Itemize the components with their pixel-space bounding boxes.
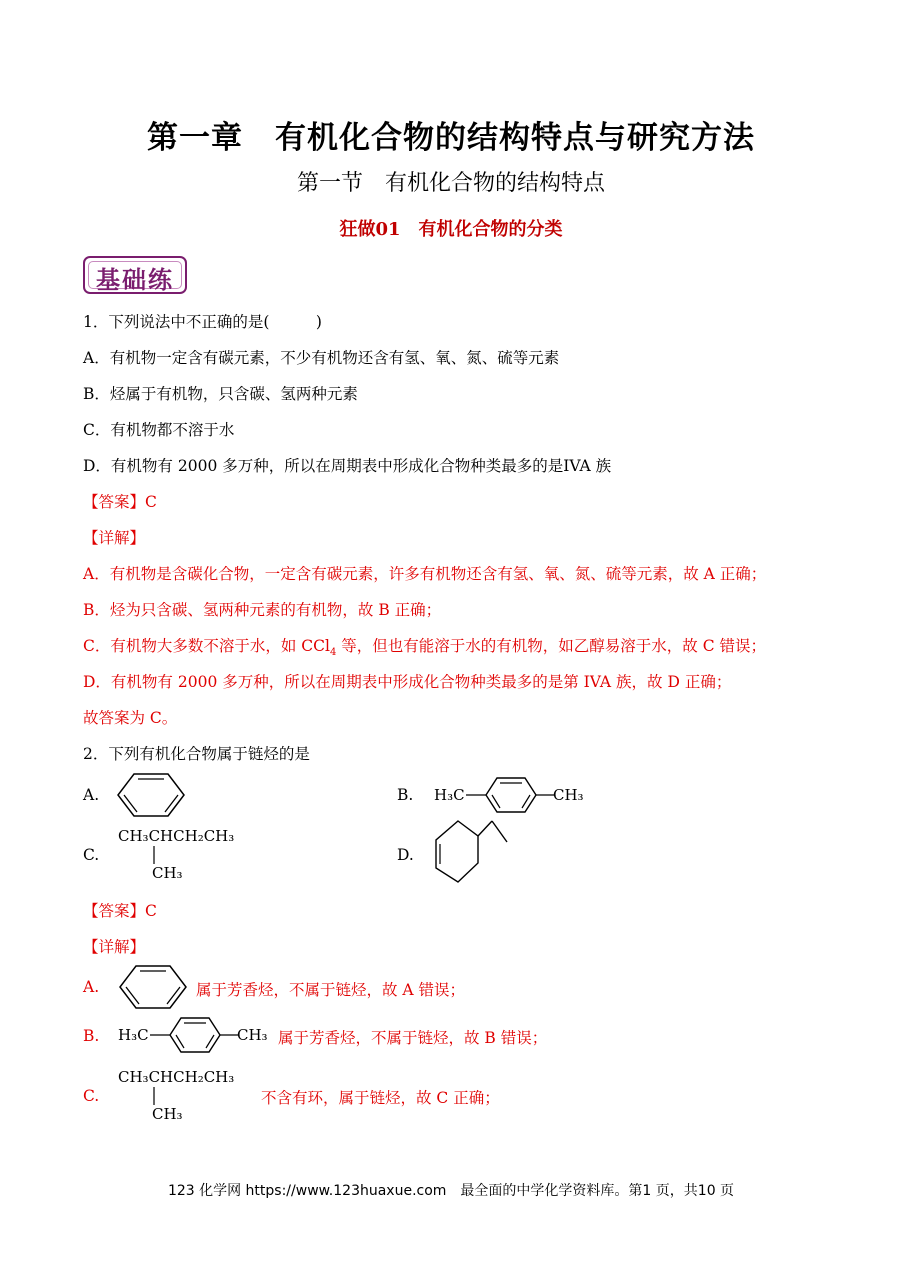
benzene-structure xyxy=(116,772,186,818)
q2-detail-label-a: A. xyxy=(83,978,100,996)
q2-detail-label-b: B. xyxy=(83,1027,100,1045)
p-xylene-structure xyxy=(466,776,556,814)
q1-option-a: A．有机物一定含有碳元素，不少有机物还含有氢、氧、氮、硫等元素 xyxy=(83,349,560,367)
q1-detail-d: D．有机物有 2000 多万种，所以在周期表中形成化合物种类最多的是第 IVA 族，故 D 正确； xyxy=(83,673,732,691)
q2-c-main-chain: CH₃CHCH₂CH₃ xyxy=(118,827,235,845)
q1-detail-a: A．有机物是含碳化合物，一定含有碳元素，许多有机物还含有氢、氧、氮、硫等元素，故 A 正确； xyxy=(83,565,767,583)
q2-label-d: D. xyxy=(397,846,414,864)
q2-answer: 【答案】C xyxy=(83,902,157,920)
q1-detail-c: C．有机物大多数不溶于水，如 CCl$_4$ 等，但也有能溶于水的有机物，如乙醇易溶于水，故 C 错误； xyxy=(83,637,766,659)
q1-detail-b: B．烃为只含碳、氢两种元素的有机物，故 B 正确； xyxy=(83,601,442,619)
q2-detail-label: 【详解】 xyxy=(83,938,146,956)
q2-label-a: A. xyxy=(83,786,100,804)
q2-detail-b-right-group: CH₃ xyxy=(237,1026,268,1044)
q1-detail-label: 【详解】 xyxy=(83,529,146,547)
q2-label-c: C. xyxy=(83,846,100,864)
q2-b-left-group: H₃C xyxy=(434,786,465,804)
p-xylene-structure-detail xyxy=(150,1016,240,1054)
q2-b-right-group: CH₃ xyxy=(553,786,584,804)
section-title: 第一节 有机化合物的结构特点 xyxy=(296,171,605,196)
basic-practice-badge xyxy=(83,256,187,294)
chapter-title: 第一章 有机化合物的结构特点与研究方法 xyxy=(147,120,755,156)
q2-detail-c-branch: CH₃ xyxy=(152,1105,183,1123)
subsection-title: 狂做01 有机化合物的分类 xyxy=(339,219,563,240)
q2-stem: 2．下列有机化合物属于链烃的是 xyxy=(83,745,310,763)
q2-c-branch: CH₃ xyxy=(152,864,183,882)
q1-option-c: C．有机物都不溶于水 xyxy=(83,421,235,439)
q2-detail-label-c: C. xyxy=(83,1087,100,1105)
ethylcyclohexene-structure xyxy=(430,818,510,886)
q1-conclusion: 故答案为 C。 xyxy=(83,709,178,727)
q2-detail-c-main-chain: CH₃CHCH₂CH₃ xyxy=(118,1068,235,1086)
q1-answer: 【答案】C xyxy=(83,493,157,511)
q1-stem: 1．下列说法中不正确的是( ) xyxy=(83,313,322,331)
q2-detail-a: 属于芳香烃，不属于链烃，故 A 错误； xyxy=(196,981,466,999)
q2-label-b: B. xyxy=(397,786,414,804)
methyl-branch-bond xyxy=(152,846,156,864)
badge-label: 基础练 xyxy=(96,265,174,294)
methyl-branch-bond-detail xyxy=(152,1087,156,1105)
q1-option-d: D．有机物有 2000 多万种，所以在周期表中形成化合物种类最多的是IVA 族 xyxy=(83,457,612,475)
q2-detail-b: 属于芳香烃，不属于链烃，故 B 错误； xyxy=(278,1029,548,1047)
q2-detail-c: 不含有环，属于链烃，故 C 正确； xyxy=(261,1089,500,1107)
page-footer: 123 化学网 https://www.123huaxue.com 最全面的中学化学资料库。第1 页，共10 页 xyxy=(167,1183,735,1199)
q1-option-b: B．烃属于有机物，只含碳、氢两种元素 xyxy=(83,385,358,403)
q2-detail-b-left-group: H₃C xyxy=(118,1026,149,1044)
benzene-structure-detail xyxy=(118,964,188,1010)
